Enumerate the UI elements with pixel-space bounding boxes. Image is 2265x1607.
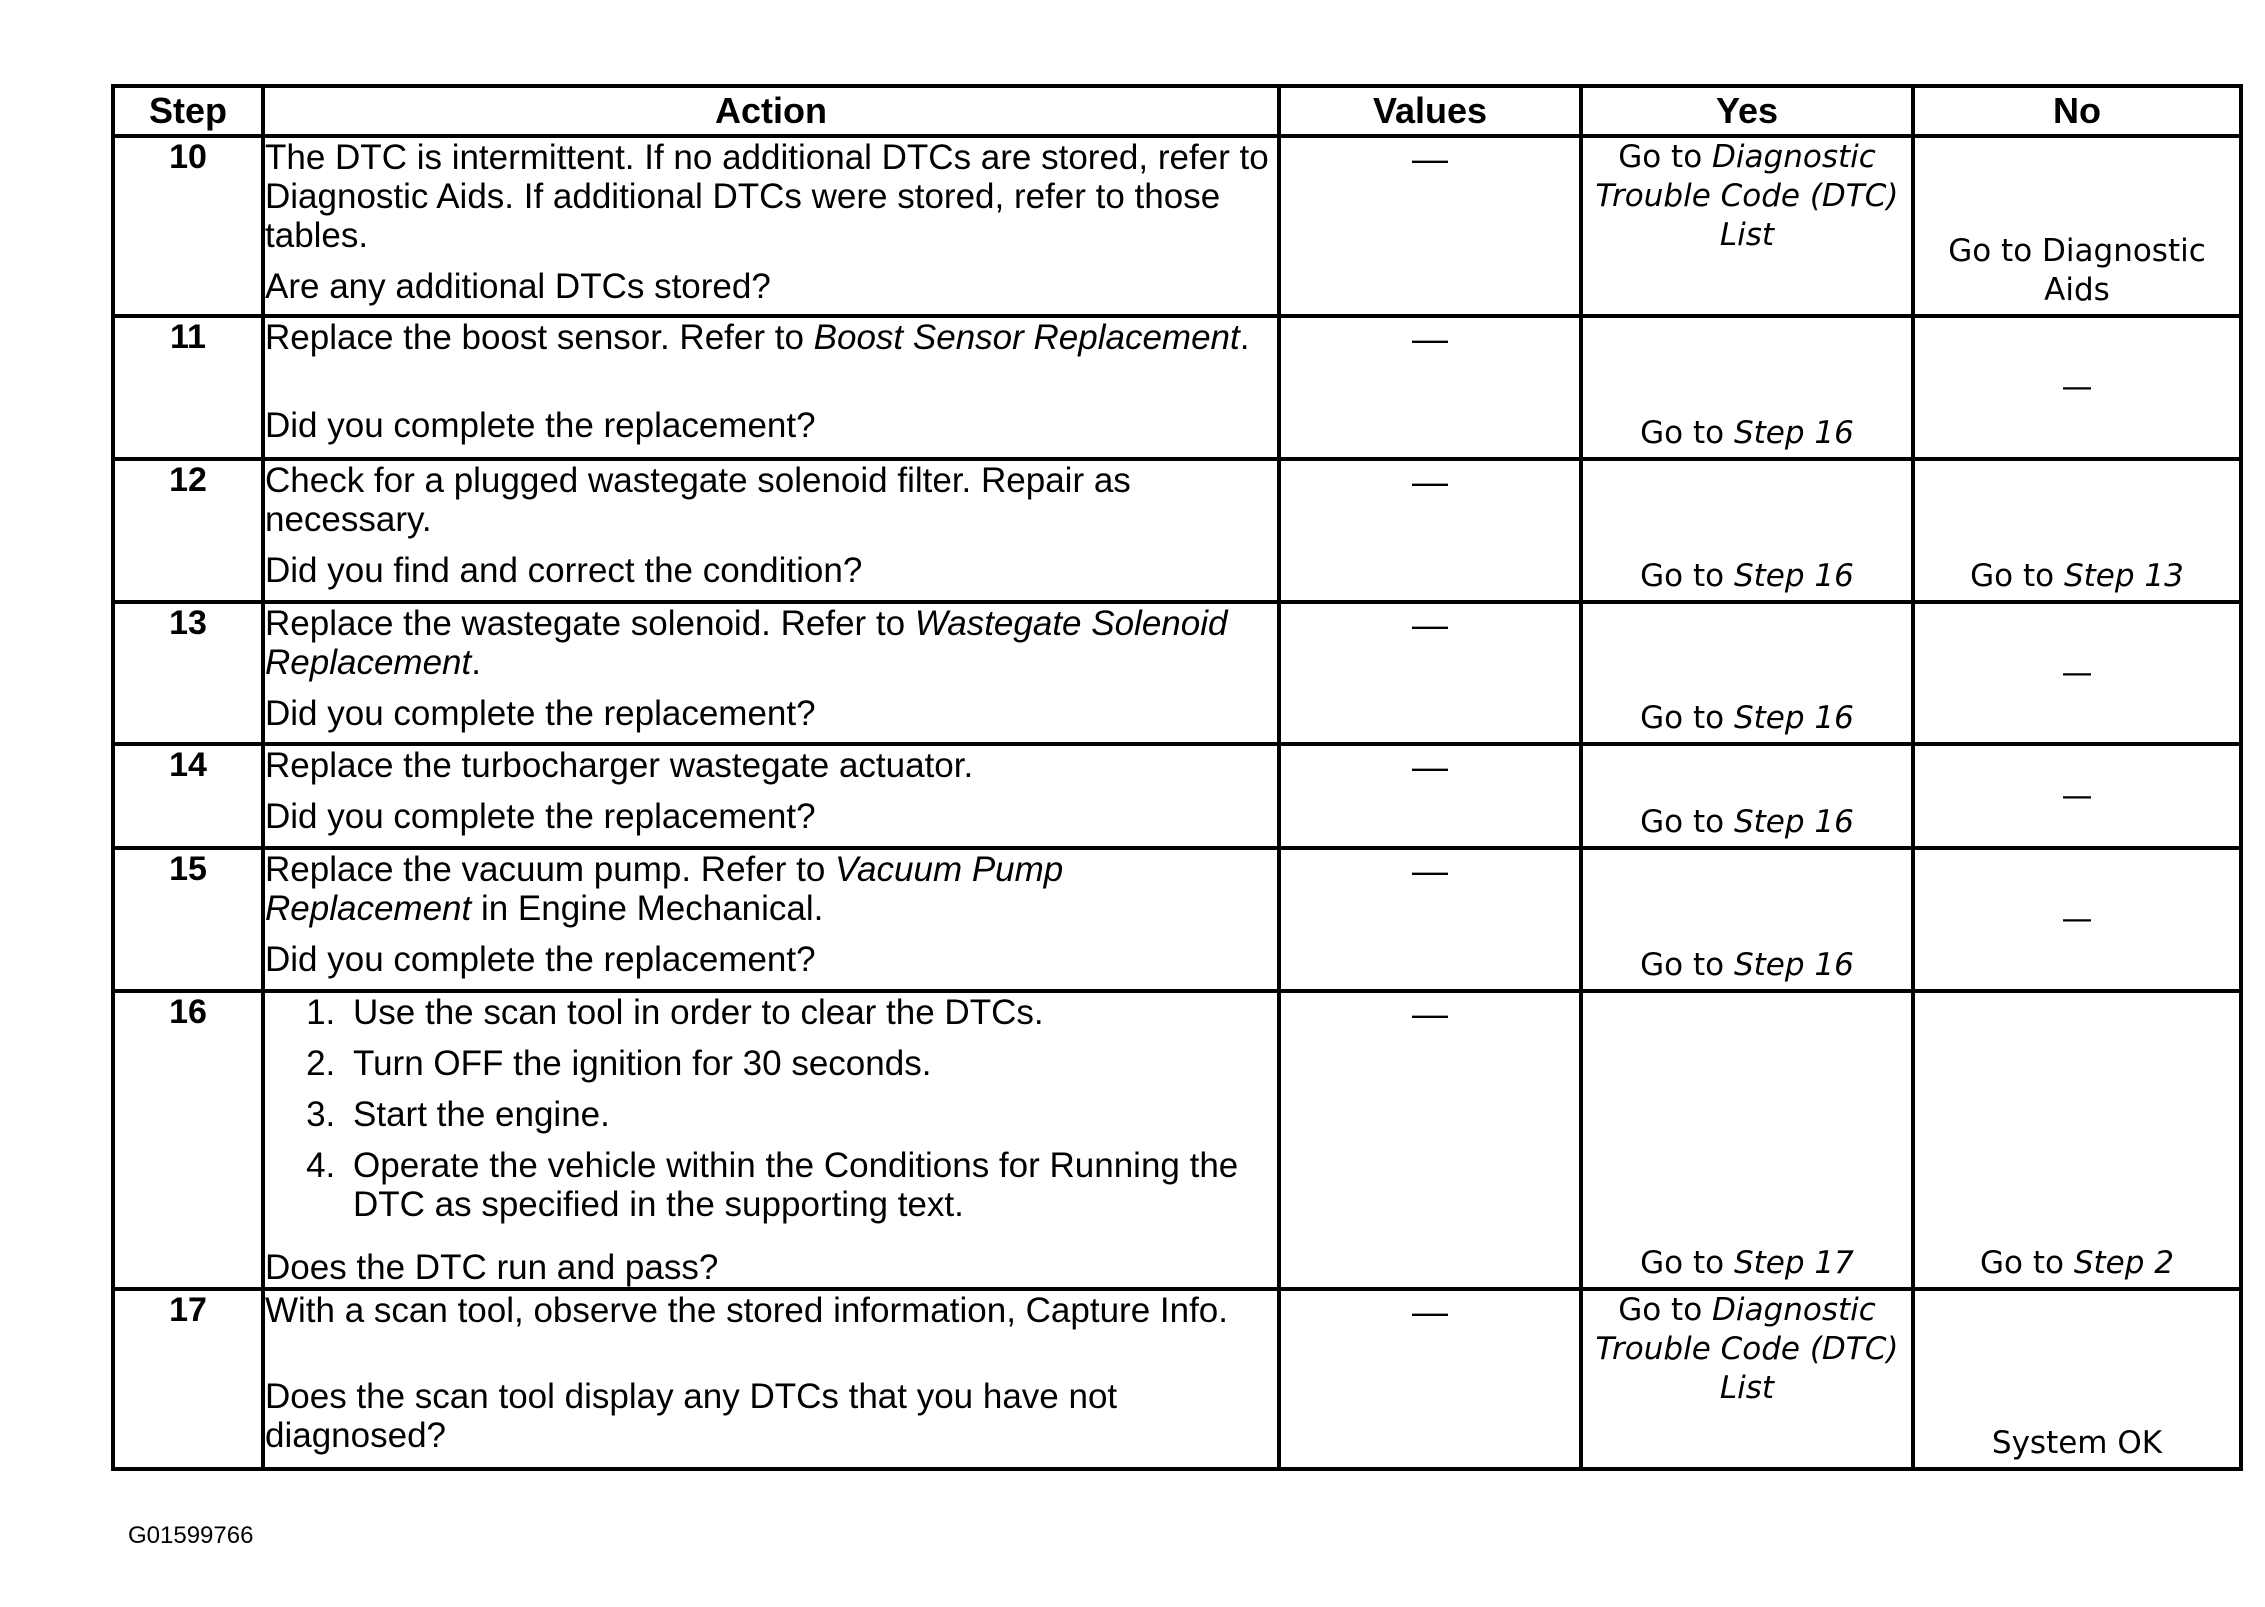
yes-link: Step 16 <box>1733 558 1854 594</box>
action-content <box>265 850 1277 979</box>
no-text: — <box>2061 777 2093 814</box>
yes-text: Go to <box>1618 139 1713 175</box>
yes-cell <box>1581 316 1913 459</box>
table-row <box>113 848 2241 991</box>
action-instruction <box>265 138 1277 255</box>
action-text: Replace the boost sensor. Refer to <box>265 318 814 357</box>
yes-link: Step 16 <box>1733 947 1854 983</box>
header-values: Values <box>1279 86 1581 136</box>
no-text: System OK <box>1991 1425 2163 1461</box>
action-question: Did you find and correct the condition? <box>265 551 863 590</box>
action-text: Replace the turbocharger wastegate actuator. <box>265 746 974 785</box>
action-content <box>265 993 1277 1287</box>
action-question: Did you complete the replacement? <box>265 406 816 445</box>
no-result <box>1915 900 2239 939</box>
no-result <box>1915 368 2239 407</box>
header-no: No <box>1913 86 2241 136</box>
procedure-item: 3. Start the engine. <box>345 1095 1277 1134</box>
no-text: — <box>2061 369 2093 405</box>
action-question: Does the DTC run and pass? <box>265 1248 719 1287</box>
no-result <box>1915 557 2239 596</box>
values-cell: — <box>1279 459 1581 602</box>
action-instruction <box>265 850 1277 928</box>
no-cell <box>1913 991 2241 1289</box>
no-cell <box>1913 136 2241 316</box>
action-question: Does the scan tool display any DTCs that you have not diagnosed? <box>265 1377 1118 1455</box>
reference-link: Boost Sensor Replacement <box>813 318 1240 357</box>
values-cell: — <box>1279 1289 1581 1469</box>
reference-link: Wastegate Solenoid Replacement <box>265 604 1228 682</box>
action-instruction <box>265 318 1277 357</box>
no-text: — <box>2061 654 2093 691</box>
table-row <box>113 1289 2241 1469</box>
step-number: 15 <box>113 848 263 991</box>
diagnostic-table-container <box>111 84 2239 1471</box>
no-cell <box>1913 602 2241 744</box>
yes-text: Go to <box>1618 1292 1713 1328</box>
yes-cell <box>1581 1289 1913 1469</box>
action-cell <box>263 459 1279 602</box>
action-instruction <box>265 993 1277 1236</box>
yes-text: Go to <box>1640 947 1734 983</box>
yes-text: Go to <box>1640 558 1734 594</box>
yes-link: Step 16 <box>1733 415 1854 451</box>
no-result <box>1915 232 2239 310</box>
yes-result <box>1583 946 1911 985</box>
action-cell <box>263 316 1279 459</box>
header-step: Step <box>113 86 263 136</box>
action-text: Replace the wastegate solenoid. Refer to <box>265 604 915 643</box>
yes-text: Go to <box>1640 700 1734 736</box>
action-text: . <box>1239 318 1250 357</box>
yes-result <box>1583 414 1911 453</box>
table-row <box>113 136 2241 316</box>
action-text: Replace the vacuum pump. Refer to <box>265 850 836 889</box>
step-number: 17 <box>113 1289 263 1469</box>
action-text: The DTC is intermittent. If no additional DTCs are stored, refer to Diagnostic Aids. If additional DTCs were stored, refer to those tables. <box>265 138 1269 255</box>
no-result <box>1915 654 2239 693</box>
yes-cell <box>1581 602 1913 744</box>
action-cell <box>263 1289 1279 1469</box>
no-result <box>1915 777 2239 816</box>
step-number: 10 <box>113 136 263 316</box>
figure-id: G01599766 <box>128 1522 254 1549</box>
action-content <box>265 138 1277 306</box>
no-cell <box>1913 459 2241 602</box>
step-number: 13 <box>113 602 263 744</box>
no-cell <box>1913 316 2241 459</box>
action-cell <box>263 136 1279 316</box>
reference-link: Vacuum Pump Replacement <box>265 850 1064 928</box>
action-cell <box>263 602 1279 744</box>
values-cell: — <box>1279 136 1581 316</box>
no-text: Go to <box>1980 1245 2074 1281</box>
action-question: Are any additional DTCs stored? <box>265 267 771 306</box>
action-content <box>265 318 1277 445</box>
yes-text: Go to <box>1640 1245 1734 1281</box>
action-instruction <box>265 1291 1277 1330</box>
action-content <box>265 604 1277 733</box>
no-link: Step 13 <box>2063 558 2184 594</box>
action-question: Did you complete the replacement? <box>265 940 816 979</box>
action-text: in Engine Mechanical. <box>471 889 824 928</box>
no-link: Step 2 <box>2073 1245 2174 1281</box>
yes-link: Diagnostic Trouble Code (DTC) List <box>1595 139 1899 253</box>
yes-link: Diagnostic Trouble Code (DTC) List <box>1595 1292 1899 1406</box>
procedure-item: 4. Operate the vehicle within the Conditions for Running the DTC as specified in the supporting text. <box>345 1146 1277 1224</box>
table-row <box>113 316 2241 459</box>
header-action: Action <box>263 86 1279 136</box>
no-cell <box>1913 1289 2241 1469</box>
no-text: Go to <box>1970 558 2064 594</box>
step-number: 14 <box>113 744 263 848</box>
values-cell: — <box>1279 602 1581 744</box>
no-text: Go to Diagnostic Aids <box>1948 233 2206 308</box>
header-yes: Yes <box>1581 86 1913 136</box>
diagnostic-table <box>111 84 2243 1471</box>
yes-result <box>1583 1244 1911 1283</box>
action-instruction <box>265 746 1277 785</box>
yes-result <box>1583 138 1911 255</box>
action-text: . <box>471 643 481 682</box>
header-row <box>113 86 2241 136</box>
procedure-item: 1. Use the scan tool in order to clear the DTCs. <box>345 993 1277 1032</box>
yes-text: Go to <box>1640 804 1734 840</box>
action-cell <box>263 991 1279 1289</box>
yes-result <box>1583 557 1911 596</box>
values-cell: — <box>1279 744 1581 848</box>
step-number: 16 <box>113 991 263 1289</box>
step-number: 11 <box>113 316 263 459</box>
procedure-list <box>265 993 1277 1224</box>
table-row <box>113 991 2241 1289</box>
table-row <box>113 602 2241 744</box>
yes-link: Step 16 <box>1733 804 1854 840</box>
yes-result <box>1583 699 1911 738</box>
yes-result <box>1583 803 1911 842</box>
yes-cell <box>1581 848 1913 991</box>
values-cell: — <box>1279 991 1581 1289</box>
table-row <box>113 459 2241 602</box>
no-text: — <box>2061 901 2093 937</box>
action-question: Did you complete the replacement? <box>265 694 816 733</box>
step-number: 12 <box>113 459 263 602</box>
action-cell <box>263 848 1279 991</box>
action-text: Check for a plugged wastegate solenoid filter. Repair as necessary. <box>265 461 1131 539</box>
action-instruction <box>265 461 1277 539</box>
action-instruction <box>265 604 1277 682</box>
table-row <box>113 744 2241 848</box>
yes-cell <box>1581 744 1913 848</box>
procedure-item: 2. Turn OFF the ignition for 30 seconds. <box>345 1044 1277 1083</box>
yes-link: Step 16 <box>1733 700 1854 736</box>
values-cell: — <box>1279 316 1581 459</box>
no-result <box>1915 1424 2239 1463</box>
yes-link: Step 17 <box>1733 1245 1854 1281</box>
action-text: With a scan tool, observe the stored information, Capture Info. <box>265 1291 1228 1330</box>
no-cell <box>1913 744 2241 848</box>
table-body <box>113 136 2241 1469</box>
yes-cell <box>1581 459 1913 602</box>
yes-cell <box>1581 991 1913 1289</box>
action-content <box>265 461 1277 590</box>
yes-text: Go to <box>1640 415 1734 451</box>
action-question: Did you complete the replacement? <box>265 797 816 836</box>
action-cell <box>263 744 1279 848</box>
no-cell <box>1913 848 2241 991</box>
action-content <box>265 1291 1277 1455</box>
action-content <box>265 746 1277 836</box>
yes-cell <box>1581 136 1913 316</box>
values-cell: — <box>1279 848 1581 991</box>
no-result <box>1915 1244 2239 1283</box>
yes-result <box>1583 1291 1911 1408</box>
